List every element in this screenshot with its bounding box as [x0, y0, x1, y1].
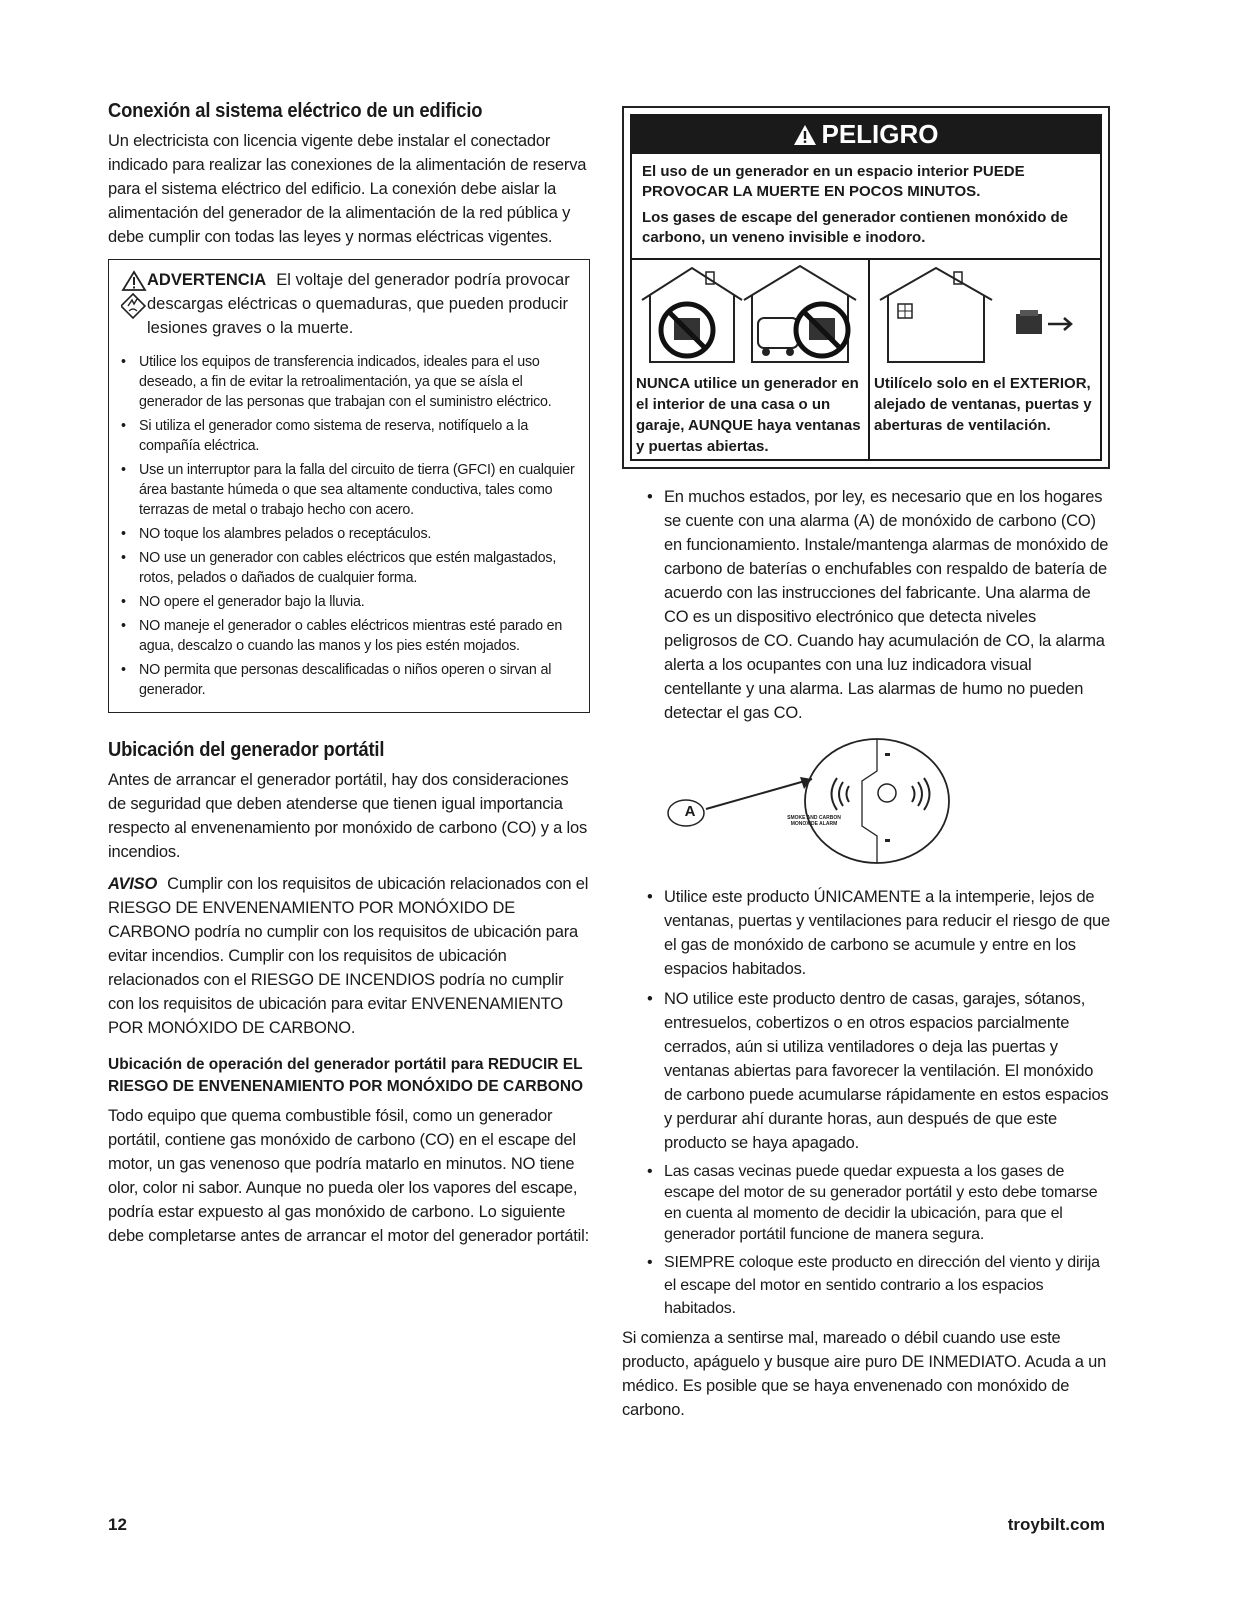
section-title-generator-location: Ubicación del generador portátil [108, 739, 385, 761]
notice-paragraph [108, 872, 590, 1040]
list-item: • Use un interruptor para la falla del circuito de tierra (GFCI) en cualquier área bastante húmeda o que sea altamente conductiva, tales como terrazas de metal o trabajo hecho con acero. [139, 460, 581, 520]
list-item: • NO maneje el generador o cables eléctricos mientras esté parado en agua, descalzo o cuando las manos y los pies estén mojados. [139, 616, 581, 656]
list-item: • Utilice este producto ÚNICAMENTE a la intemperie, lejos de ventanas, puertas y ventilaciones para reducir el riesgo de que el gas de monóxido de carbono se acumule y entre en los espacios habitados. [664, 885, 1110, 981]
danger-content [630, 154, 1102, 461]
never-indoors-cell [632, 260, 868, 459]
list-item: • NO utilice este producto dentro de casas, garajes, sótanos, entresuelos, cobertizos o en otros espacios parcialmente cerrados, aún si utiliza ventiladores o deja las puertas y ventanas abiertas para favorecer la ventilación. El monóxido de carbono puede acumularse rápidamente en estos espacios y perdurar ahí durante horas, aun después de que este producto se haya apagado. [664, 987, 1110, 1155]
danger-text [632, 154, 1100, 258]
subheading-co-risk: Ubicación de operación del generador portátil para REDUCIR EL RIESGO DE ENVENENAMIENTO POR MONÓXIDO DE CARBONO [108, 1056, 584, 1095]
right-column [622, 106, 1110, 1422]
website: troybilt.com [1007, 1515, 1105, 1534]
list-item: • NO opere el generador bajo la lluvia. [139, 592, 581, 612]
section-title-building-connection: Conexión al sistema eléctrico de un edificio [108, 100, 483, 122]
notice-text: Cumplir con los requisitos de ubicación relacionados con el RIESGO DE ENVENENAMIENTO POR MONÓXIDO DE CARBONO podría no cumplir con los requisitos de ubicación para evitar incendios. Cumplir con los requisitos de ubicación relacionados con el RIESGO DE INCENDIOS podría no cumplir con los requisitos de ubicación para evitar ENVENENAMIENTO POR MONÓXIDO DE CARBONO. [108, 875, 589, 1037]
danger-box [622, 106, 1110, 469]
danger-pictograms [632, 258, 1100, 459]
warning-triangle-icon [793, 117, 817, 157]
list-item: • En muchos estados, por ley, es necesario que en los hogares se cuente con una alarma (A) de monóxido de carbono (CO) en funcionamiento. Instale/mantenga alarmas de monóxido de carbono de baterías o enchufables con respaldo de batería de acuerdo con las instrucciones del fabricante. Una alarma de CO es un dispositivo electrónico que detecta niveles peligrosos de CO. Cuando hay acumulación de CO, la alarma alerta a los ocupantes con una luz indicadora visual centellante y una alarma. Las alarmas de humo no pueden detectar el gas CO. [664, 485, 1110, 725]
usage-rules-list [622, 885, 1110, 1320]
list-item: • NO permita que personas descalificadas o niños operen o sirvan al generador. [139, 660, 581, 700]
list-item: • SIEMPRE coloque este producto en dirección del viento y dirija el escape del motor en sentido contrario a los espacios habitados. [664, 1251, 1110, 1320]
danger-title [630, 114, 1102, 154]
outdoors-only-caption: Utilícelo solo en el EXTERIOR, alejado de ventanas, puertas y aberturas de ventilación. [874, 375, 1092, 434]
building-connection-body: Un electricista con licencia vigente debe instalar el conectador indicado para realizar las conexiones de la alimentación de reserva para el sistema eléctrico del edificio. La conexión debe aislar la alimentación del generador de la alimentación de la red pública y debe cumplir con todas las leyes y normas eléctricas vigentes. [108, 132, 587, 246]
detector-text: SMOKE AND CARBON MONOXIDE ALARM [787, 815, 841, 827]
danger-label: PELIGRO [821, 119, 939, 149]
closing-paragraph: Si comienza a sentirse mal, mareado o débil cuando use este producto, apáguelo y busque aire puro DE INMEDIATO. Acuda a un médico. Es posible que se haya envenenado con monóxido de carbono. [622, 1329, 1107, 1419]
notice-label: AVISO [108, 875, 158, 893]
list-item: • Las casas vecinas puede quedar expuesta a los gases de escape del motor de su generador portátil y esto debe tomarse en cuenta al momento de decidir la ubicación, para que el generador portátil funcione de manera segura. [664, 1161, 1110, 1245]
danger-line-1: El uso de un generador en un espacio interior PUEDE PROVOCAR LA MUERTE EN POCOS MINUTOS. [642, 163, 1025, 200]
warning-box [108, 259, 590, 713]
outdoor-use-icon [870, 260, 1100, 368]
list-item: • NO use un generador con cables eléctricos que estén malgastados, rotos, pelados o dañados de cualquier forma. [139, 548, 581, 588]
left-column [108, 100, 590, 1248]
co-alarm-list [622, 485, 1110, 725]
list-item: • Utilice los equipos de transferencia indicados, ideales para el uso deseado, a fin de evitar la retroalimentación, ya que se aísla el generador de las personas que trabajan con el suministro eléctrico. [139, 352, 581, 412]
shock-warning-icon [121, 270, 147, 327]
no-indoor-use-icon [632, 260, 868, 368]
generator-location-body: Antes de arrancar el generador portátil, hay dos consideraciones de seguridad que deben atenderse que tienen igual importancia respecto al envenenamiento por monóxido de carbono (CO) y a los incendios. [108, 771, 588, 861]
warning-list [119, 352, 581, 700]
page-number: 12 [108, 1515, 127, 1534]
warning-label: ADVERTENCIA [147, 271, 267, 289]
co-risk-body: Todo equipo que quema combustible fósil, como un generador portátil, contiene gas monóxido de carbono (CO) en el escape del motor, un gas venenoso que podría matarlo en minutos. NO tiene olor, color ni sabor. Aunque no pueda oler los vapores del escape, podría estar expuesto al gas monóxido de carbono. Lo siguiente debe completarse antes de arrancar el motor del generador portátil: [108, 1107, 589, 1245]
never-indoors-caption: NUNCA utilice un generador en el interior de una casa o un garaje, AUNQUE haya ventanas y puertas abiertas. [636, 375, 861, 455]
outdoors-only-cell [868, 260, 1100, 459]
list-item: • Si utiliza el generador como sistema de reserva, notifíquelo a la compañía eléctrica. [139, 416, 581, 456]
warning-header [119, 268, 581, 340]
warning-text: El voltaje del generador podría provocar descargas eléctricas o quemaduras, que pueden producir lesiones graves o la muerte. [147, 271, 570, 337]
danger-line-2: Los gases de escape del generador contienen monóxido de carbono, un veneno invisible e inodoro. [642, 209, 1068, 246]
co-alarm-illustration [622, 731, 1110, 871]
list-item: • NO toque los alambres pelados o receptáculos. [139, 524, 581, 544]
callout-label: A [684, 803, 696, 820]
